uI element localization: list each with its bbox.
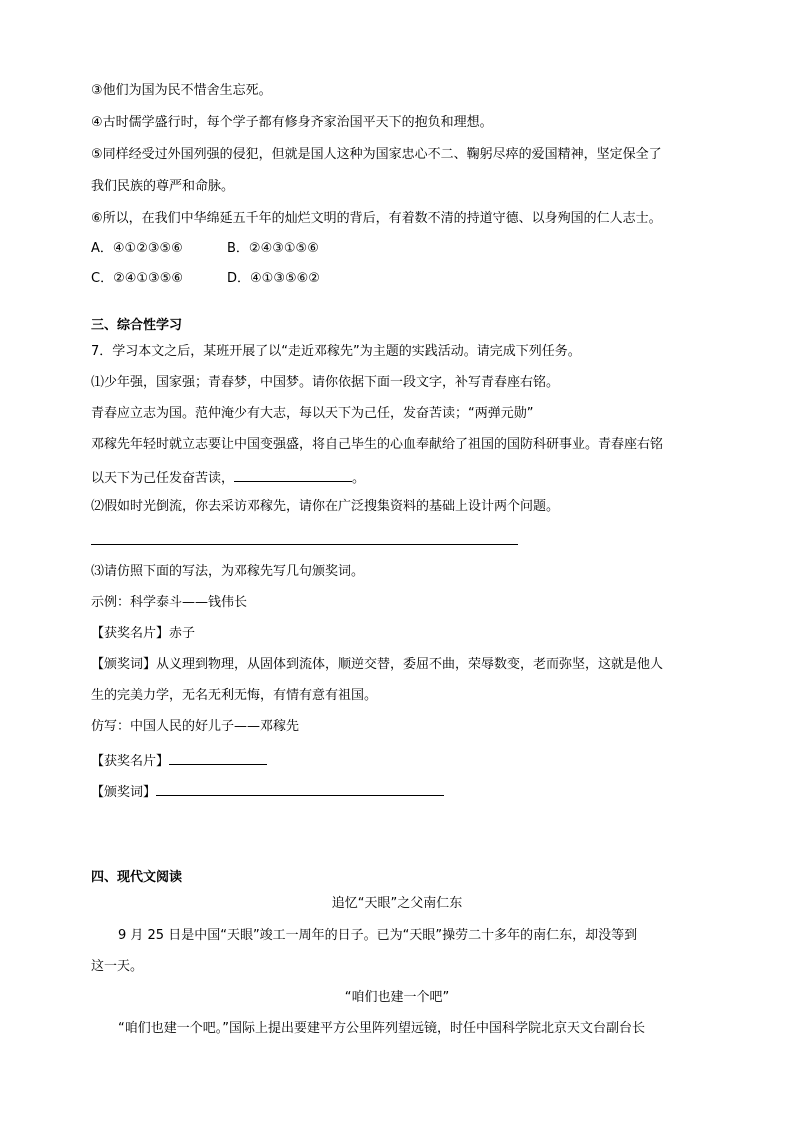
example-line: 示例：科学泰斗——钱伟长 bbox=[91, 595, 248, 610]
article-subtitle: “咱们也建一个吧” bbox=[344, 990, 450, 1005]
section-3-heading: 三、综合性学习 bbox=[91, 318, 183, 333]
award-name-line bbox=[91, 625, 195, 643]
question-7: 7．学习本文之后，某班开展了以“走近邓稼先”为主题的实践活动。请完成下列任务。 bbox=[91, 344, 581, 359]
paragraph-2-line1: “咱们也建一个吧。”国际上提出要建平方公里阵列望远镜，时任中国科学院北京天文台副台长 bbox=[118, 1021, 645, 1036]
q1-suffix: 。 bbox=[352, 471, 366, 486]
imitate-line: 仿写：中国人民的好儿子——邓稼先 bbox=[91, 719, 300, 734]
award-name-label-2: 【获奖名片】 bbox=[91, 754, 170, 769]
subquestion-2: ⑵假如时光倒流，你去采访邓稼先，请你在广泛搜集资料的基础上设计两个问题。 bbox=[91, 499, 560, 514]
paragraph-1-line2: 这一天。 bbox=[91, 959, 144, 974]
section-4-heading: 四、现代文阅读 bbox=[91, 870, 183, 885]
option-c[interactable]: C．②④①③⑤⑥ bbox=[91, 271, 184, 286]
award-words-line2: 生的完美力学，无名无利无悔，有情有意有祖国。 bbox=[91, 688, 378, 703]
award-name-blank[interactable] bbox=[169, 750, 267, 765]
subquestion-1: ⑴少年强，国家强；青春梦，中国梦。请你依据下面一段文字，补写青春座右铭。 bbox=[91, 375, 560, 390]
subquestion-3: ⑶请仿照下面的写法，为邓稼先写几句颁奖词。 bbox=[91, 564, 365, 579]
award-words-line1 bbox=[91, 656, 663, 674]
options-row-2 bbox=[91, 270, 320, 288]
award-name-value: 赤子 bbox=[169, 626, 196, 641]
option-d[interactable]: D．④①③⑤⑥② bbox=[227, 271, 320, 286]
options-row-1 bbox=[91, 240, 319, 258]
award-words-answer-line bbox=[91, 781, 444, 799]
q1-prefix: 以天下为己任发奋苦读， bbox=[91, 471, 235, 486]
award-words-text1: 从义理到物理，从固体到流体，顺逆交替，委屈不曲，荣辱数变，老而弥坚，这就是他人 bbox=[156, 657, 664, 672]
award-name-answer-line bbox=[91, 750, 267, 768]
motto-answer-blank[interactable] bbox=[234, 467, 352, 482]
sentence-5-line2: 我们民族的尊严和命脉。 bbox=[91, 179, 235, 194]
award-words-label-2: 【颁奖词】 bbox=[91, 785, 157, 800]
option-b[interactable]: B．②④③①⑤⑥ bbox=[227, 241, 319, 256]
q1-text-line1: 青春应立志为国。范仲淹少有大志，每以天下为己任，发奋苦读；“两弹元勋” bbox=[91, 406, 534, 421]
sentence-4: ④古时儒学盛行时，每个学子都有修身齐家治国平天下的抱负和理想。 bbox=[91, 115, 493, 130]
sentence-5-line1: ⑤同样经受过外国列强的侵犯，但就是国人这种为国家忠心不二、鞠躬尽瘁的爱国精神，坚定保全了 bbox=[91, 147, 662, 162]
article-title: 追忆“天眼”之父南仁东 bbox=[331, 896, 463, 911]
option-a[interactable]: A．④①②③⑤⑥ bbox=[91, 241, 183, 256]
q1-text-line2: 邓稼先年轻时就立志要让中国变强盛，将自己毕生的心血奉献给了祖国的国防科研事业。青春座右铭 bbox=[91, 437, 664, 452]
award-name-label: 【获奖名片】 bbox=[91, 626, 170, 641]
paragraph-1-line1: 9 月 25 日是中国“天眼”竣工一周年的日子。已为“天眼”操劳二十多年的南仁东，却没等到 bbox=[118, 928, 638, 943]
sentence-3: ③他们为国为民不惜舍生忘死。 bbox=[91, 83, 272, 98]
award-words-label: 【颁奖词】 bbox=[91, 657, 157, 672]
award-words-blank[interactable] bbox=[156, 781, 444, 796]
interview-answer-line[interactable] bbox=[91, 544, 518, 545]
q1-text-line3 bbox=[91, 467, 365, 485]
sentence-6: ⑥所以，在我们中华绵延五千年的灿烂文明的背后，有着数不清的持道守德、以身殉国的仁人志士。 bbox=[91, 211, 662, 226]
